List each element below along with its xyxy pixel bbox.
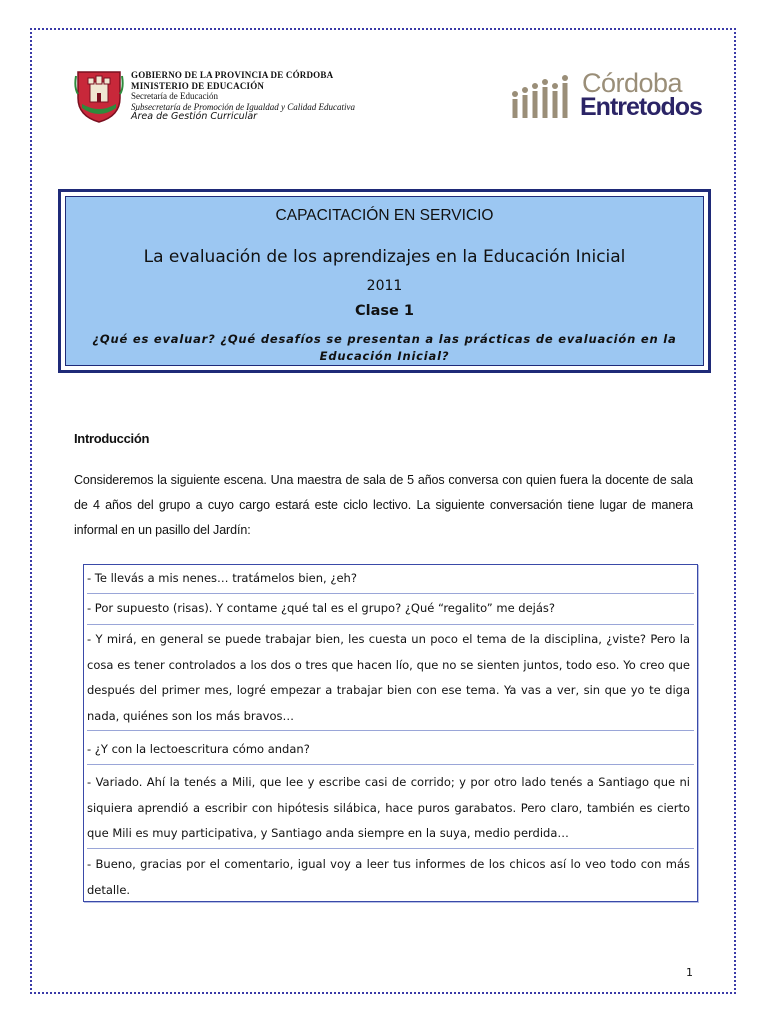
gov-line-ministry: MINISTERIO DE EDUCACIÓN bbox=[131, 80, 265, 91]
people-bars-icon bbox=[510, 74, 580, 118]
dialogue-line: - Por supuesto (risas). Y contame ¿qué tal es el grupo? ¿Qué “regalito” me dejás? bbox=[87, 601, 556, 615]
document-year: 2011 bbox=[366, 278, 403, 294]
logo-word-entretodos: Entretodos bbox=[580, 93, 702, 121]
title-box bbox=[58, 189, 711, 373]
dialogue-separator bbox=[87, 764, 694, 765]
course-type: CAPACITACIÓN EN SERVICIO bbox=[275, 207, 494, 224]
province-crest-icon bbox=[74, 68, 124, 124]
document-title: La evaluación de los aprendizajes en la Educación Inicial bbox=[143, 247, 626, 267]
dialogue-separator bbox=[87, 730, 694, 731]
gov-line-secretariat: Secretaría de Educación bbox=[131, 91, 218, 101]
cordoba-entretodos-logo bbox=[510, 68, 715, 124]
title-box-inner bbox=[65, 196, 704, 366]
gov-line-subsecretariat: Subsecretaría de Promoción de Igualdad y Calidad Educativa bbox=[131, 101, 356, 112]
government-header bbox=[131, 70, 355, 123]
dialogue-line: - Variado. Ahí la tenés a Mili, que lee y escribe casi de corrido; y por otro lado tenés a Santiago que ni siquiera aprendió a escribir con hipótesis silábica, hace puros garabatos. Pero claro, también es cierto que Mili es muy participativa, y Santiago anda siempre en la suya, medio perdida… bbox=[87, 775, 690, 840]
page-number: 1 bbox=[686, 966, 693, 979]
dialogue-box bbox=[83, 564, 698, 902]
section-heading: Introducción bbox=[74, 431, 150, 446]
dialogue-separator bbox=[87, 848, 694, 849]
dialogue-separator bbox=[87, 624, 694, 625]
logo-word-cordoba: Córdoba bbox=[582, 68, 683, 98]
dialogue-line: - Bueno, gracias por el comentario, igual voy a leer tus informes de los chicos así lo veo todo con más detalle. bbox=[87, 857, 690, 897]
gov-line-province: GOBIERNO DE LA PROVINCIA DE CÓRDOBA bbox=[131, 70, 334, 80]
dialogue-line: - Te llevás a mis nenes… tratámelos bien, ¿eh? bbox=[87, 571, 357, 585]
intro-paragraph: Consideremos la siguiente escena. Una maestra de sala de 5 años conversa con quien fuera la docente de sala de 4 años del grupo a cuyo cargo estará este ciclo lectivo. La siguiente conversación tiene lugar de manera informal en un pasillo del Jardín: bbox=[74, 473, 693, 537]
class-number: Clase 1 bbox=[355, 303, 414, 319]
dialogue-separator bbox=[87, 593, 694, 594]
document-subtitle: ¿Qué es evaluar? ¿Qué desafíos se presentan a las prácticas de evaluación en la Educación Inicial? bbox=[92, 332, 677, 363]
gov-line-area: Área de Gestión Curricular bbox=[131, 111, 258, 122]
dialogue-line: - ¿Y con la lectoescritura cómo andan? bbox=[87, 742, 310, 756]
dialogue-line: - Y mirá, en general se puede trabajar bien, les cuesta un poco el tema de la disciplina, ¿viste? Pero la cosa es tener controlados a los dos o tres que hacen lío, que no se sienten juntos, todo eso. Yo creo que después del primer mes, logré empezar a trabajar bien con ese tema. Ya vas a ver, sin que yo te diga nada, quiénes son los más bravos… bbox=[87, 632, 690, 723]
